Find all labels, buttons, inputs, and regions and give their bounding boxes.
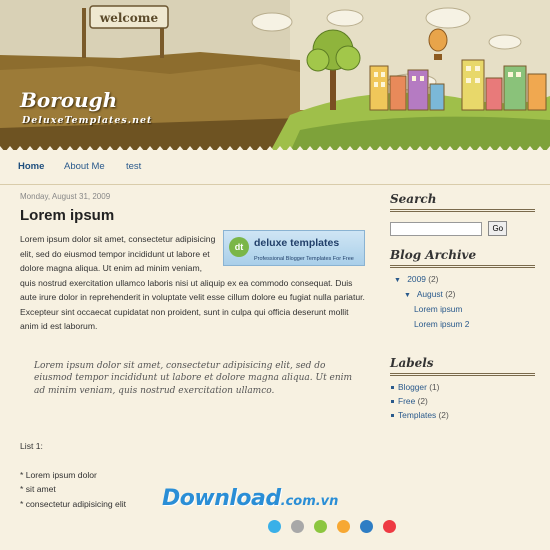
triangle-down-icon[interactable]: ▼ — [404, 292, 411, 299]
post-paragraph: Lorem ipsum dolor sit amet, consectetur adipisicing elit, sed do eiusmod tempor incididunt ut labore et dolore magna aliqua. Ut enim ad minim veniam, quis nostrud exercitation ullamco laboris nisi ut aliquip ex ea commodo consequat. Duis aute irure dolor in reprehenderit in voluptate velit esse cillum dolore eu fugiat nulla pariatur. Excepteur sint occaecat cupidatat non proident, sunt in culpa qui officia deserunt mollit anim id est laborum. — [20, 234, 365, 331]
archive-post-link[interactable]: Lorem ipsum 2 — [414, 319, 470, 329]
main-column — [20, 192, 365, 511]
search-row — [390, 220, 535, 236]
blog-subtitle: DeluxeTemplates.net — [22, 115, 153, 126]
blog-archive-widget — [390, 248, 535, 332]
post-title[interactable]: Lorem ipsum — [20, 207, 115, 224]
deluxe-templates-logo-icon: dt — [229, 237, 249, 257]
nav-link-about-me[interactable]: About Me — [64, 161, 105, 172]
list-label: List 1: — [20, 441, 43, 451]
archive-post-item — [390, 317, 535, 332]
archive-month-row — [390, 287, 535, 302]
labels-widget — [390, 356, 535, 422]
banner-name: deluxe templates — [254, 237, 340, 249]
blog-title[interactable]: Borough — [20, 88, 118, 112]
post-body — [20, 232, 365, 511]
label-item — [390, 380, 535, 394]
watermark-dot — [314, 520, 327, 533]
header-illustration — [0, 0, 550, 152]
archive-year-link[interactable]: 2009 — [407, 274, 426, 284]
label-count: (1) — [429, 382, 440, 392]
labels-widget-title: Labels — [390, 356, 535, 376]
list-item: * sit amet — [20, 484, 56, 494]
archive-year-count: (2) — [428, 274, 439, 284]
label-link-templates[interactable]: Templates — [398, 410, 437, 420]
triangle-down-icon[interactable]: ▼ — [394, 277, 401, 284]
search-input[interactable] — [390, 222, 482, 236]
watermark-dot — [337, 520, 350, 533]
label-item — [390, 408, 535, 422]
deluxe-templates-banner[interactable] — [223, 230, 365, 266]
label-count: (2) — [417, 396, 428, 406]
page-navigation — [0, 150, 550, 185]
download-watermark — [162, 486, 402, 516]
banner-tagline: Professional Blogger Templates For Free — [254, 256, 354, 262]
label-item — [390, 394, 535, 408]
archive-post-item — [390, 302, 535, 317]
watermark-dot — [268, 520, 281, 533]
watermark-dot — [383, 520, 396, 533]
archive-month-count: (2) — [445, 289, 456, 299]
archive-month-link[interactable]: August — [416, 289, 443, 299]
watermark-dot — [291, 520, 304, 533]
label-link-free[interactable]: Free — [398, 396, 416, 406]
nav-link-home[interactable]: Home — [18, 161, 45, 172]
nav-link-test[interactable]: test — [126, 161, 142, 172]
watermark-dot — [360, 520, 373, 533]
blog-header — [0, 0, 550, 152]
search-widget — [390, 192, 535, 236]
search-go-button[interactable]: Go — [488, 221, 507, 236]
label-count: (2) — [438, 410, 449, 420]
watermark-domain-text: .com.vn — [280, 494, 339, 509]
post-blockquote: Lorem ipsum dolor sit amet, consectetur adipisicing elit, sed do eiusmod tempor incididunt ut labore et dolore magna aliqua. Ut enim ad minim veniam, quis nostrud exercitation ullamco. — [34, 360, 353, 396]
search-widget-title: Search — [390, 192, 535, 212]
archive-post-link[interactable]: Lorem ipsum — [414, 304, 463, 314]
label-link-blogger[interactable]: Blogger — [398, 382, 427, 392]
post-date: Monday, August 31, 2009 — [20, 192, 111, 201]
list-item: * consectetur adipisicing elit — [20, 498, 127, 509]
watermark-main-text: Download — [162, 486, 281, 511]
watermark-dots — [268, 520, 408, 534]
sidebar — [390, 192, 535, 422]
archive-year-row — [390, 272, 535, 287]
list-item: * Lorem ipsum dolor — [20, 469, 97, 480]
welcome-sign-text: welcome — [99, 11, 159, 25]
blog-archive-title: Blog Archive — [390, 248, 535, 268]
